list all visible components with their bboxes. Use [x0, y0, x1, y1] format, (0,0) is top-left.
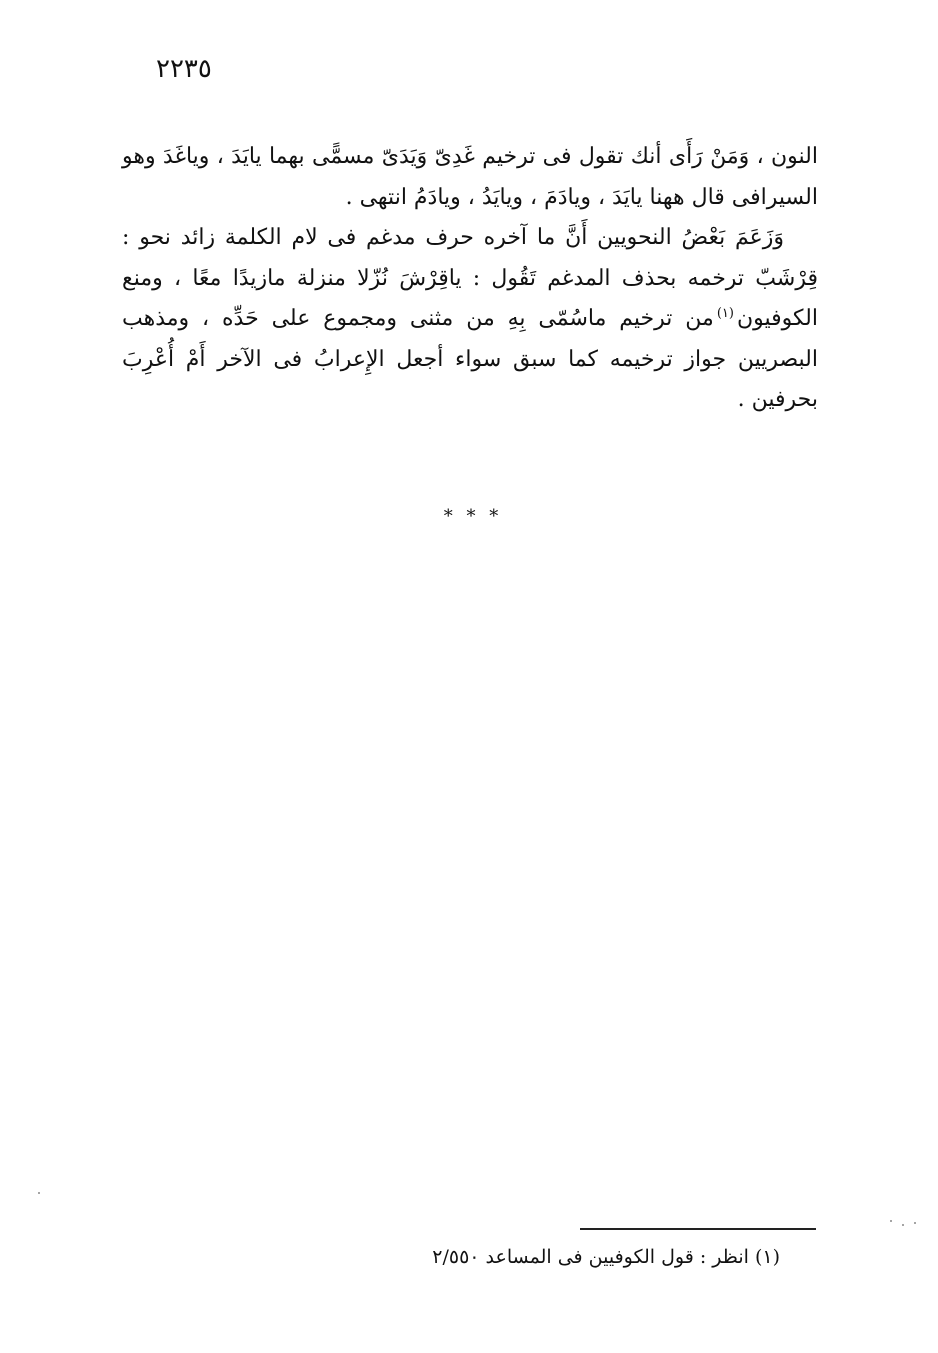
scan-speck — [902, 1224, 904, 1226]
footnote-rule — [580, 1228, 816, 1230]
section-separator: * * * — [443, 506, 503, 527]
body-text — [122, 137, 818, 421]
paragraph-1: النون ، وَمَنْ رَأَى أنك تقول فى ترخيم غَدِىّ وَيَدَىّ مسمًّى بهما يايَدَ ، وياغَدَ وهو السيرافى قال ههنا يايَدَ ، ويادَمَ ، ويايَدُ ، ويادَمُ انتهى . — [122, 144, 818, 210]
footnote-reference[interactable]: (١) — [716, 305, 734, 321]
scan-speck — [38, 1192, 40, 1194]
paragraph-2-part-1: وَزَعَمَ بَعْضُ النحويين أَنَّ ما آخره حرف مدغم فى لام الكلمة زائد نحو : قِرْشَبّ ترخمه بحذف المدغم تَقُول : ياقِرْشَ نُزّلا منزلة مازيدًا معًا ، ومنع الكوفيون — [122, 225, 818, 331]
footnote: (١) انظر : قول الكوفيين فى المساعد ٢/٥٥٠ — [432, 1246, 780, 1268]
scan-speck — [914, 1222, 916, 1224]
page-number: ٢٢٣٥ — [156, 54, 212, 84]
paragraph-2-part-2: من ترخيم ماسُمّى بِهِ من مثنى ومجموع على حَدِّه ، ومذهب البصريين جواز ترخيمه كما سبق سواء أجعل الإِعرابُ فى الآخر أَمْ أُعْرِبَ بحرفين . — [122, 306, 818, 412]
paragraph-2 — [122, 218, 818, 421]
scan-speck — [890, 1220, 892, 1222]
